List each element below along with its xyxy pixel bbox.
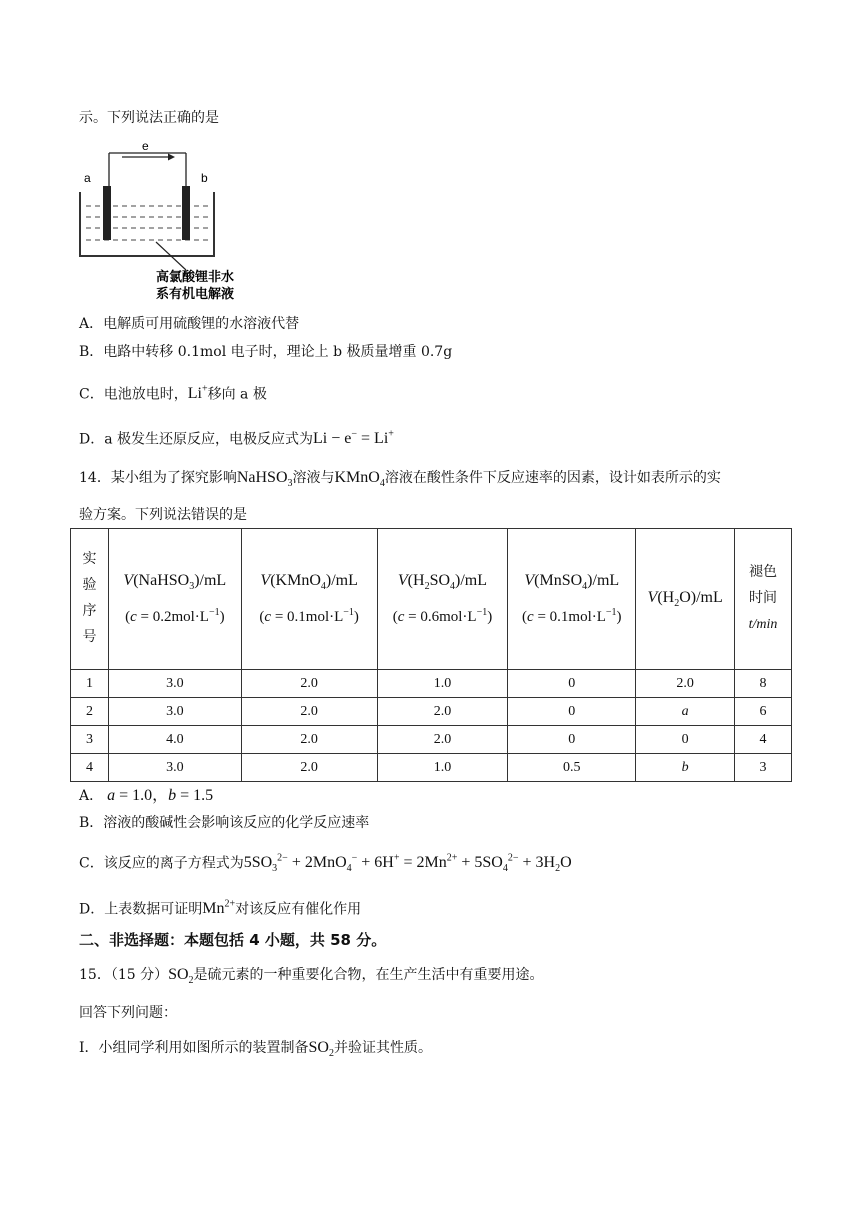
- q14-option-b: B．溶液的酸碱性会影响该反应的化学反应速率: [79, 815, 370, 831]
- so2-formula: $SO_2$: [168, 966, 194, 987]
- caption-line2: 系有机电解液: [156, 287, 235, 302]
- caption-line1: 高氯酸锂非水: [156, 270, 235, 285]
- header-serial: 实 验 序 号: [71, 529, 109, 670]
- electrolysis-cell-diagram: [74, 140, 254, 310]
- intro-text: 示。下列说法正确的是: [79, 110, 219, 126]
- table-row: 3 4.0 2.0 2.0 0 0 4: [71, 726, 792, 754]
- kmno4-formula: KMnO$_4$: [334, 469, 385, 490]
- q13-option-a: A．电解质可用硫酸锂的水溶液代替: [79, 316, 300, 332]
- header-kmno4: V(KMnO$_4$)/mL $(c = 0.1mol\cdot L^{-1})$: [241, 529, 377, 670]
- q15-part1: Ⅰ．小组同学利用如图所示的装置制备$SO_2$并验证其性质。: [79, 1039, 432, 1060]
- header-h2so4: $V(H_2SO_4)/mL$ $(c = 0.6mol\cdot L^{-1})$: [377, 529, 508, 670]
- battery-figure: [74, 140, 254, 310]
- table-row: 1 3.0 2.0 1.0 0 2.0 8: [71, 670, 792, 698]
- li-ion-formula: Li+: [187, 384, 208, 403]
- q13-option-c: C．电池放电时，Li+移向 a 极: [79, 384, 267, 403]
- header-h2o: $V(H_2O)/mL$: [636, 529, 735, 670]
- label-b: b: [201, 171, 208, 185]
- q14-stem-line2: 验方案。下列说法错误的是: [79, 507, 247, 523]
- option-a-values: a = 1.0，b = 1.5: [107, 787, 214, 804]
- header-time: 褪色 时间 t/min: [735, 529, 792, 670]
- q13-option-d: D．a 极发生还原反应，电极反应式为Li − e− = Li+: [79, 429, 394, 448]
- q14-option-a: A． a = 1.0，b = 1.5: [79, 787, 214, 804]
- beaker: [80, 192, 214, 256]
- section-heading: 二、非选择题：本题包括 4 小题，共 58 分。: [79, 931, 387, 949]
- experiment-table: [70, 528, 792, 782]
- q15-stem: 15．（15 分）$SO_2$是硫元素的一种重要化合物，在生产生活中有重要用途。: [79, 966, 544, 987]
- nahso3-formula: NaHSO$_3$: [236, 469, 293, 490]
- table-row: 2 3.0 2.0 2.0 0 a 6: [71, 698, 792, 726]
- q14-stem: 14．某小组为了探究影响NaHSO$_3$溶液与KMnO$_4$溶液在酸性条件下反应速率的因素，设计如表所示的实: [79, 469, 721, 490]
- q15-answer-prompt: 回答下列问题：: [79, 1005, 177, 1021]
- label-e: e: [142, 140, 149, 153]
- electrode-a: [103, 186, 111, 240]
- table-row: 4 3.0 2.0 1.0 0.5 b 3: [71, 754, 792, 782]
- electrode-b: [182, 186, 190, 240]
- q13-option-b: B．电路中转移 0.1mol 电子时，理论上 b 极质量增重 0.7g: [79, 344, 453, 360]
- mn-ion-formula: $Mn^{2+}$: [202, 899, 236, 918]
- electrode-equation: Li − e− = Li+: [313, 429, 394, 448]
- header-nahso3: V(NaHSO$_3$)/mL $(c = 0.2mol\cdot L^{-1})$: [108, 529, 241, 670]
- label-a: a: [84, 171, 91, 185]
- table-header-row: [71, 529, 792, 670]
- q14-option-c: C．该反应的离子方程式为$5SO_3^{2-} + 2MnO_4^- + 6H^+ = 2Mn^{2+} + 5SO_4^{2-} + 3H_2O$: [79, 853, 572, 875]
- q14-option-d: D．上表数据可证明$Mn^{2+}$对该反应有催化作用: [79, 899, 362, 918]
- ionic-equation: $5SO_3^{2-} + 2MnO_4^- + 6H^+ = 2Mn^{2+} + 5SO_4^{2-} + 3H_2O$: [243, 853, 572, 875]
- header-mnso4: V(MnSO$_4$)/mL $(c = 0.1mol\cdot L^{-1})$: [508, 529, 636, 670]
- so2-formula-2: $SO_2$: [308, 1039, 334, 1060]
